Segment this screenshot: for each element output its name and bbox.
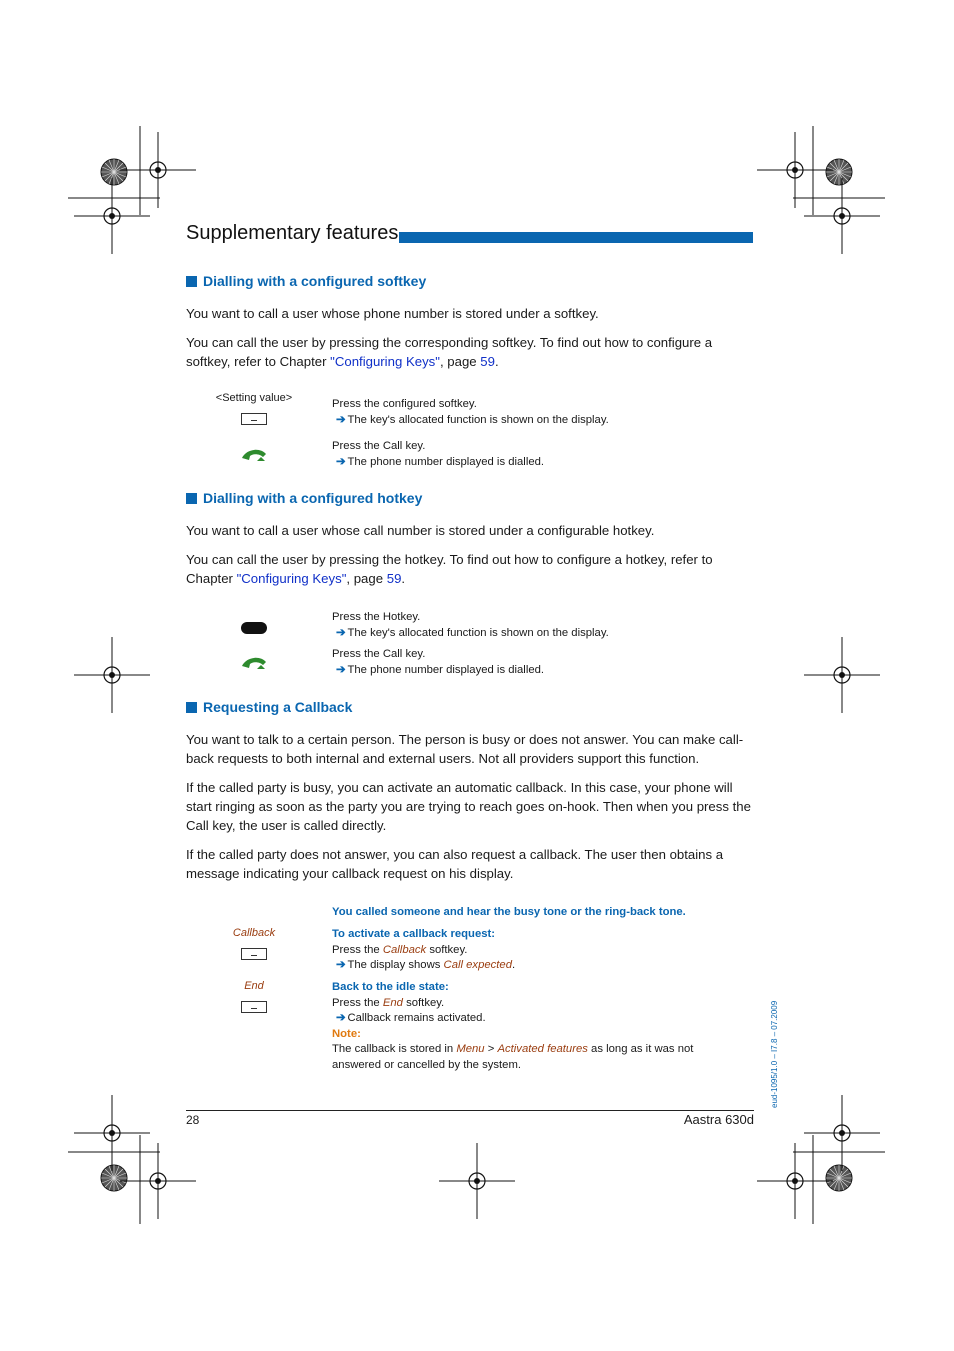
softkey-icon	[241, 413, 267, 425]
page-number: 28	[186, 1113, 200, 1127]
note-label: Note:	[332, 1027, 361, 1040]
paragraph: If the called party does not answer, you can also request a callback. The user then obtains a message indicating your callback request on his display.	[186, 847, 724, 881]
step-instruction: Press the Call key. ➔ The phone number displayed is dialled.	[332, 440, 545, 468]
softkey-icon	[241, 1001, 267, 1013]
section-bullet-icon	[186, 276, 197, 287]
hotkey-icon	[241, 622, 267, 634]
key-label: <Setting value>	[215, 392, 293, 404]
key-label: Callback	[232, 927, 276, 939]
call-key-icon	[240, 655, 268, 675]
paragraph: You want to call a user whose phone number is stored under a softkey.	[186, 306, 599, 321]
paragraph: You can call the user by pressing the hotkey. To find out how to configure a hotkey, refer to Chapter "Configuring Keys", page 59.	[186, 552, 713, 586]
chapter-title-bar	[399, 232, 753, 243]
page-link[interactable]: 59	[386, 571, 402, 586]
section-bullet-icon	[186, 493, 197, 504]
call-key-icon	[240, 447, 268, 467]
page-link[interactable]: 59	[480, 354, 495, 369]
callback-intro: You called someone and hear the busy tone or the ring-back tone.	[332, 906, 686, 918]
section-bullet-icon	[186, 702, 197, 713]
product-name: Aastra 630d	[683, 1112, 754, 1127]
chapter-title: Supplementary features	[186, 222, 399, 244]
document-code: eud-1095/1.0 – I7.8 – 07.2009	[770, 1000, 779, 1108]
paragraph: You can call the user by pressing the corresponding softkey. To find out how to configure a softkey, refer to Chapter "Configuring Keys", page 59.	[186, 335, 713, 369]
step-instruction: Press the Call key. ➔ The phone number displayed is dialled.	[332, 648, 545, 676]
chapter-link[interactable]: "Configuring Keys"	[330, 354, 440, 369]
step-instruction: Back to the idle state: Press the End softkey. ➔ Callback remains activated. Note: The callback is stored in Menu > Activated features as long as it was not answered or cancelled by the system.	[332, 980, 752, 1073]
softkey-icon	[241, 948, 267, 960]
footer-rule	[186, 1110, 754, 1111]
step-instruction: To activate a callback request: Press the Callback softkey. ➔ The display shows Call expected.	[332, 928, 516, 971]
section-heading-hotkey: Dialling with a configured hotkey	[186, 490, 422, 506]
chapter-link[interactable]: "Configuring Keys"	[236, 571, 347, 586]
paragraph: If the called party is busy, you can activate an automatic callback. In this case, your phone will start ringing as soon as the party you are trying to reach goes on-hook. Then when you press the Call key, the user is called directly.	[186, 780, 751, 833]
key-label: End	[244, 980, 264, 992]
step-instruction: Press the configured softkey. ➔ The key's allocated function is shown on the display.	[332, 398, 609, 426]
step-instruction: Press the Hotkey. ➔ The key's allocated function is shown on the display.	[332, 611, 609, 639]
paragraph: You want to talk to a certain person. The person is busy or does not answer. You can make call-back requests to both internal and external users. Not all providers support this function.	[186, 732, 744, 766]
paragraph: You want to call a user whose call number is stored under a configurable hotkey.	[186, 523, 655, 538]
section-heading-softkey: Dialling with a configured softkey	[186, 273, 426, 289]
section-heading-callback: Requesting a Callback	[186, 699, 352, 715]
